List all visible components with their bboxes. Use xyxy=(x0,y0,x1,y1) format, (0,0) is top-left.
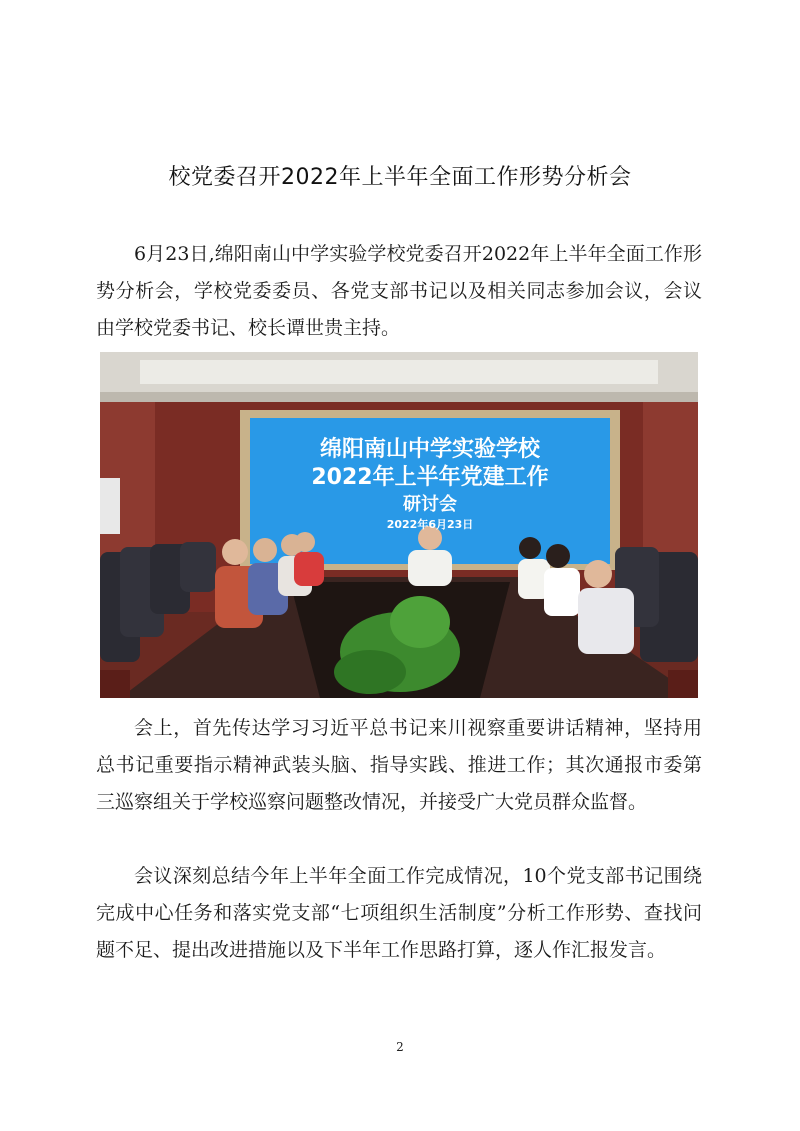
paragraph-2: 会上，首先传达学习习近平总书记来川视察重要讲话精神，坚持用总书记重要指示精神武装头脑、指导实践、推进工作；其次通报市委第三巡察组关于学校巡察问题整改情况，并接受广大党员群众监督。 xyxy=(96,717,702,813)
screen-title-line-2: 2022年上半年党建工作 xyxy=(311,465,549,490)
paragraph-3: 会议深刻总结今年上半年全面工作完成情况，10个党支部书记围绕完成中心任务和落实党支部“七项组织生活制度”分析工作形势、查找问题不足、提出改进措施以及下半年工作思路打算，逐人作汇报发言。 xyxy=(96,865,702,961)
paragraph-1: 6月23日,绵阳南山中学实验学校党委召开2022年上半年全面工作形势分析会，学校党委委员、各党支部书记以及相关同志参加会议，会议由学校党委书记、校长谭世贵主持。 xyxy=(96,243,702,339)
page-number: 2 xyxy=(396,1040,404,1054)
screen-title-line-1: 绵阳南山中学实验学校 xyxy=(319,437,540,462)
article-title: 校党委召开2022年上半年全面工作形势分析会 xyxy=(168,165,632,190)
screen-title-line-3: 研讨会 xyxy=(403,494,457,515)
screen-date: 2022年6月23日 xyxy=(386,518,474,531)
meeting-photo xyxy=(100,352,698,698)
